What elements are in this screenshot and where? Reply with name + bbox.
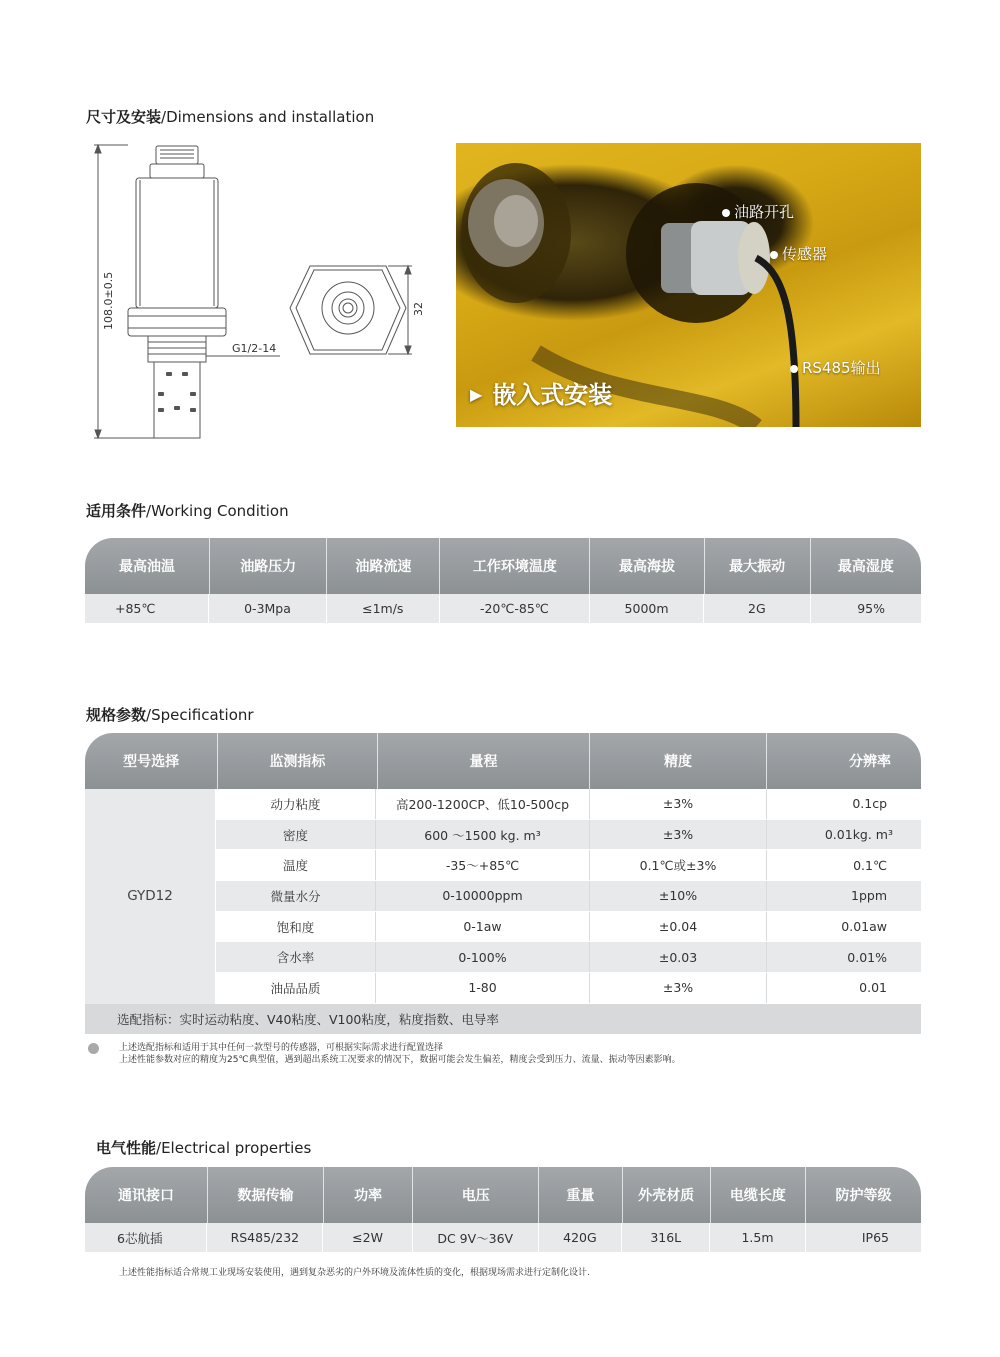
- working-header-cell: 油路流速: [327, 538, 440, 594]
- working-header-cell: 油路压力: [210, 538, 327, 594]
- electrical-header-cell: 电压: [413, 1167, 539, 1223]
- spec-note-line2: 上述性能参数对应的精度为25℃典型值，遇到超出系统工况要求的情况下，数据可能会发生偏差，精度会受到压力、流量、振动等因素影响。: [119, 1055, 681, 1065]
- spec-header-cell: 监测指标: [218, 733, 377, 789]
- dimensions-title-en: /Dimensions and installation: [161, 108, 375, 126]
- spec-resolution-cell: 1ppm: [851, 888, 887, 904]
- hex-dimension-label: 32: [412, 302, 425, 316]
- spec-metric-cell: 油品品质: [216, 973, 376, 1003]
- dimensions-title-cn: 尺寸及安装: [86, 108, 162, 126]
- spec-range-cell: 600 ～1500 kg. m³: [376, 820, 590, 850]
- spec-accuracy-cell: ±3%: [590, 973, 767, 1003]
- electrical-header-cell: 电缆长度: [711, 1167, 806, 1223]
- spec-accuracy-cell: ±10%: [590, 881, 767, 911]
- spec-resolution-cell: 0.01: [859, 980, 887, 996]
- spec-accuracy-cell: 0.1℃或±3%: [590, 850, 767, 880]
- electrical-header-cell: 通讯接口: [85, 1167, 208, 1223]
- working-header-cell: 最大振动: [705, 538, 811, 594]
- electrical-value-cell: RS485/232: [207, 1223, 323, 1252]
- working-title-cn: 适用条件: [86, 502, 147, 520]
- spec-row: [216, 973, 921, 1004]
- working-value-cell: +85℃: [85, 594, 209, 623]
- electrical-header-cell: 数据传输: [208, 1167, 324, 1223]
- spec-header-cell: 分辨率: [848, 754, 891, 770]
- spec-metric-cell: 微量水分: [216, 881, 376, 911]
- working-table-header: [85, 538, 921, 594]
- spec-metric-cell: 密度: [216, 820, 376, 850]
- spec-resolution-cell: 0.01aw: [841, 919, 887, 935]
- working-value-cell: 5000m: [590, 594, 704, 623]
- spec-table: [85, 733, 921, 1034]
- play-icon: ▶: [470, 385, 483, 404]
- spec-metric-cell: 饱和度: [216, 912, 376, 942]
- spec-range-cell: 0-1aw: [376, 912, 590, 942]
- spec-accuracy-cell: ±0.03: [590, 942, 767, 972]
- electrical-value-cell: IP65: [861, 1230, 889, 1245]
- spec-row: [216, 820, 921, 851]
- spec-table-body: [85, 789, 921, 1004]
- spec-rows: [216, 789, 921, 1004]
- electrical-footnote: 上述性能指标适合常规工业现场安装使用，遇到复杂恶劣的户外环境及流体性质的变化，根据现场需求进行定制化设计.: [119, 1268, 590, 1278]
- electrical-value-cell: ≤2W: [323, 1223, 412, 1252]
- electrical-header-cell: 防护等级: [835, 1188, 892, 1204]
- spec-title-cn: 规格参数: [86, 706, 147, 724]
- sensor-marker-icon: [770, 251, 778, 259]
- working-header-cell: 工作环境温度: [440, 538, 590, 594]
- working-value-cell: 95%: [857, 601, 886, 616]
- photo-label-sensor-text: 传感器: [782, 245, 828, 263]
- length-dimension-label: 108.0±0.5: [102, 271, 115, 330]
- electrical-value-cell: 316L: [622, 1223, 710, 1252]
- photo-label-hole: [722, 201, 794, 222]
- dimensions-title: [86, 106, 374, 127]
- spec-resolution-cell: 0.01kg. m³: [824, 827, 893, 843]
- spec-range-cell: 0-100%: [376, 942, 590, 972]
- electrical-value-cell: 420G: [539, 1223, 622, 1252]
- working-header-cell: 最高湿度: [837, 559, 894, 575]
- working-value-cell: 0-3Mpa: [209, 594, 326, 623]
- electrical-header-cell: 重量: [539, 1167, 622, 1223]
- installation-photo: [456, 143, 921, 427]
- spec-row: [216, 789, 921, 820]
- spec-resolution-cell: 0.1℃: [853, 857, 887, 873]
- spec-row: [216, 912, 921, 943]
- spec-accuracy-cell: ±0.04: [590, 912, 767, 942]
- spec-title: [86, 704, 254, 725]
- working-header-cell: 最高油温: [85, 538, 210, 594]
- electrical-value-cell: 1.5m: [710, 1223, 805, 1252]
- photo-label-output-text: RS485输出: [802, 359, 881, 377]
- working-value-cell: -20℃-85℃: [440, 594, 590, 623]
- working-title: [86, 500, 289, 521]
- spec-table-header: [85, 733, 921, 789]
- spec-header-cell: 型号选择: [85, 733, 218, 789]
- spec-metric-cell: 含水率: [216, 942, 376, 972]
- spec-range-cell: 高200-1200CP、低10-500cp: [376, 789, 590, 819]
- electrical-title-cn: 电气性能: [96, 1139, 157, 1157]
- spec-header-cell: 精度: [590, 733, 766, 789]
- electrical-title: [96, 1137, 311, 1158]
- electrical-header-cell: 功率: [324, 1167, 413, 1223]
- working-value-cell: 2G: [704, 594, 810, 623]
- sensor-dimension-drawing: [88, 140, 448, 450]
- spec-range-cell: 1-80: [376, 973, 590, 1003]
- spec-accuracy-cell: ±3%: [590, 820, 767, 850]
- spec-note-line1: 上述选配指标和适用于其中任何一款型号的传感器，可根据实际需求进行配置选择: [119, 1043, 444, 1053]
- spec-metric-cell: 温度: [216, 850, 376, 880]
- output-marker-icon: [790, 365, 798, 373]
- note-bullet-icon: [88, 1043, 99, 1054]
- spec-title-en: /Specificationr: [146, 706, 254, 724]
- photo-label-output: [790, 357, 881, 378]
- photo-label-sensor: [770, 243, 827, 264]
- working-condition-table: [85, 538, 921, 623]
- photo-label-hole-text: 油路开孔: [734, 203, 795, 221]
- spec-optional-row: 选配指标：实时运动粘度、V40粘度、V100粘度，粘度指数、电导率: [85, 1004, 921, 1034]
- photo-main-text: 嵌入式安装: [492, 381, 613, 409]
- spec-range-cell: 0-10000ppm: [376, 881, 590, 911]
- spec-range-cell: -35～+85℃: [376, 850, 590, 880]
- electrical-table-header: [85, 1167, 921, 1223]
- hole-marker-icon: [722, 209, 730, 217]
- spec-metric-cell: 动力粘度: [216, 789, 376, 819]
- working-table-row: [85, 594, 921, 623]
- spec-header-cell: 量程: [378, 733, 591, 789]
- electrical-table: [85, 1167, 921, 1252]
- electrical-title-en: /Electrical properties: [156, 1139, 312, 1157]
- working-header-cell: 最高海拔: [590, 538, 704, 594]
- spec-accuracy-cell: ±3%: [590, 789, 767, 819]
- electrical-value-cell: DC 9V～36V: [413, 1223, 539, 1252]
- electrical-header-cell: 外壳材质: [623, 1167, 711, 1223]
- spec-row: [216, 850, 921, 881]
- spec-resolution-cell: 0.1cp: [852, 796, 887, 812]
- electrical-value-cell: 6芯航插: [85, 1223, 207, 1252]
- working-title-en: /Working Condition: [146, 502, 289, 520]
- thread-dimension-label: G1/2-14: [232, 342, 277, 355]
- spec-model-cell: GYD12: [85, 789, 216, 1004]
- spec-row: [216, 942, 921, 973]
- photo-main-caption: [470, 375, 612, 410]
- working-value-cell: ≤1m/s: [327, 594, 440, 623]
- spec-resolution-cell: 0.01%: [847, 949, 887, 965]
- electrical-table-row: [85, 1223, 921, 1252]
- spec-row: [216, 881, 921, 912]
